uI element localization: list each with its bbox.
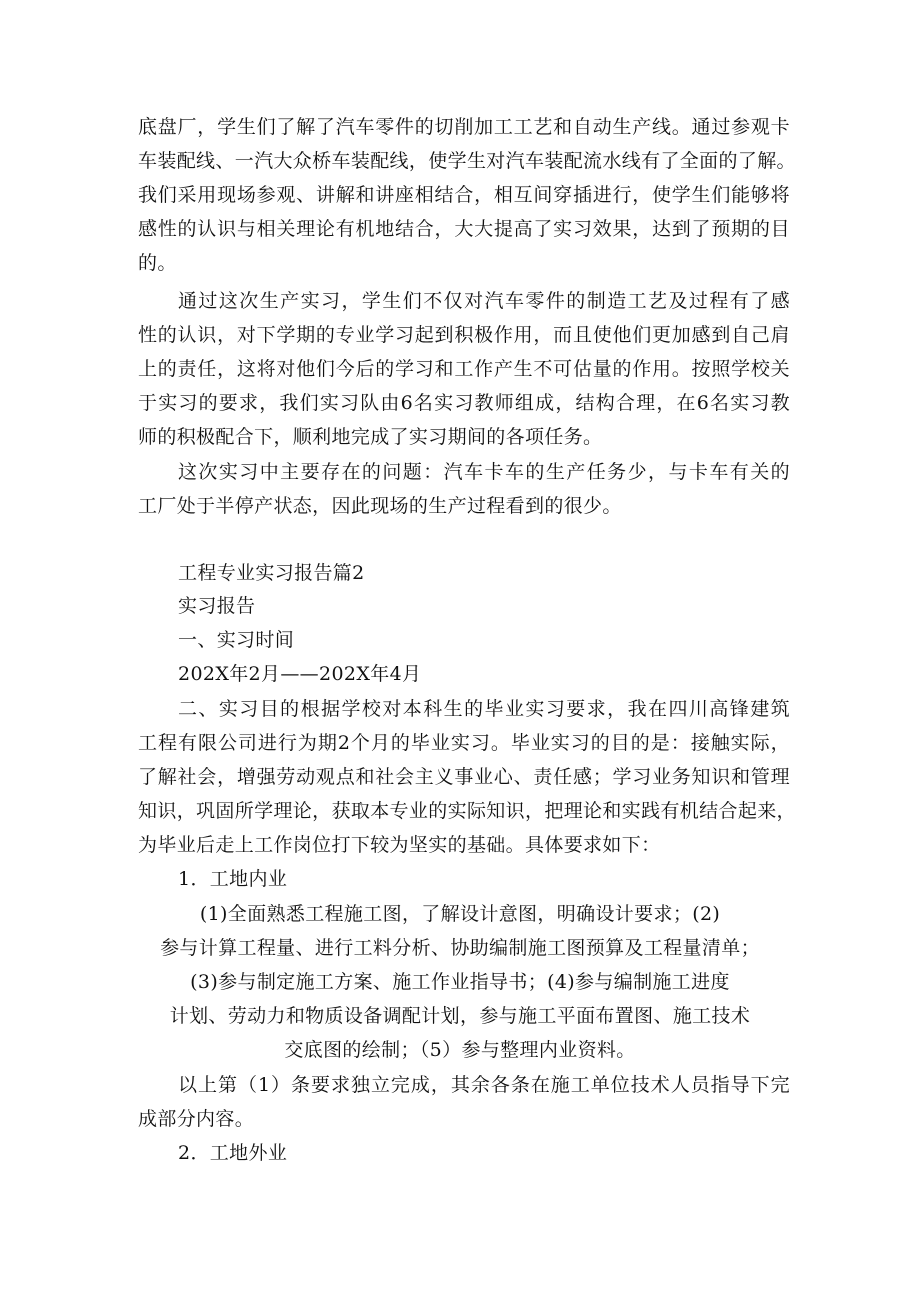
- heading-site-field-work: 2．工地外业: [178, 1142, 288, 1164]
- paragraph-line: 感性的认识与相关理论有机地结合，大大提高了实习效果，达到了预期的目: [138, 218, 790, 240]
- paragraph-line: 工厂处于半停产状态，因此现场的生产过程看到的很少。: [138, 495, 622, 517]
- list-line: (3)参与制定施工方案、施工作业指导书；(4)参与编制施工进度: [190, 971, 730, 993]
- list-line: 参与计算工程量、进行工料分析、协助编制施工图预算及工程量清单；: [160, 937, 760, 959]
- paragraph-line: 了解社会，增强劳动观点和社会主义事业心、责任感；学习业务知识和管理: [138, 766, 790, 788]
- section-title: 工程专业实习报告篇2: [178, 562, 365, 584]
- paragraph-line: 工程有限公司进行为期2个月的毕业实习。毕业实习的目的是：接触实际，: [138, 732, 790, 754]
- list-line: 交底图的绘制；（5）参与整理内业资料。: [284, 1039, 636, 1061]
- paragraph-line: 为毕业后走上工作岗位打下较为坚实的基础。具体要求如下：: [138, 834, 661, 856]
- paragraph-line: 性的认识，对下学期的专业学习起到积极作用，而且使他们更加感到自己肩: [138, 324, 790, 346]
- paragraph-line: 上的责任，这将对他们今后的学习和工作产生不可估量的作用。按照学校关: [138, 358, 790, 380]
- paragraph-line: 于实习的要求，我们实习队由6名实习教师组成，结构合理，在6名实习教: [138, 392, 790, 414]
- paragraph-line: 二、实习目的根据学校对本科生的毕业实习要求，我在四川高锋建筑: [178, 698, 790, 720]
- paragraph-line: 成部分内容。: [138, 1108, 255, 1130]
- paragraph-line: 这次实习中主要存在的问题：汽车卡车的生产任务少，与卡车有关的: [178, 461, 790, 483]
- paragraph-line: 师的积极配合下，顺利地完成了实习期间的各项任务。: [138, 426, 603, 448]
- list-line: (1)全面熟悉工程施工图，了解设计意图，明确设计要求；(2): [199, 903, 721, 925]
- paragraph-line: 底盘厂，学生们了解了汽车零件的切削加工工艺和自动生产线。通过参观卡: [138, 116, 790, 138]
- paragraph-line: 车装配线、一汽大众桥车装配线，使学生对汽车装配流水线有了全面的了解。: [138, 150, 796, 172]
- paragraph-line: 通过这次生产实习，学生们不仅对汽车零件的制造工艺及过程有了感: [178, 290, 790, 312]
- internship-period: 202X年2月——202X年4月: [178, 663, 422, 685]
- section-subtitle: 实习报告: [178, 595, 256, 617]
- paragraph-line: 以上第（1）条要求独立完成，其余各条在施工单位技术人员指导下完: [178, 1074, 790, 1096]
- paragraph-line: 知识，巩固所学理论，获取本专业的实际知识，把理论和实践有机结合起来，: [138, 800, 796, 822]
- paragraph-line: 我们采用现场参观、讲解和讲座相结合，相互间穿插进行，使学生们能够将: [138, 184, 790, 206]
- list-line: 计划、劳动力和物质设备调配计划，参与施工平面布置图、施工技术: [169, 1005, 751, 1027]
- paragraph-line: 的。: [138, 252, 177, 274]
- heading-internship-time: 一、实习时间: [178, 629, 295, 651]
- heading-site-internal-work: 1．工地内业: [178, 868, 288, 890]
